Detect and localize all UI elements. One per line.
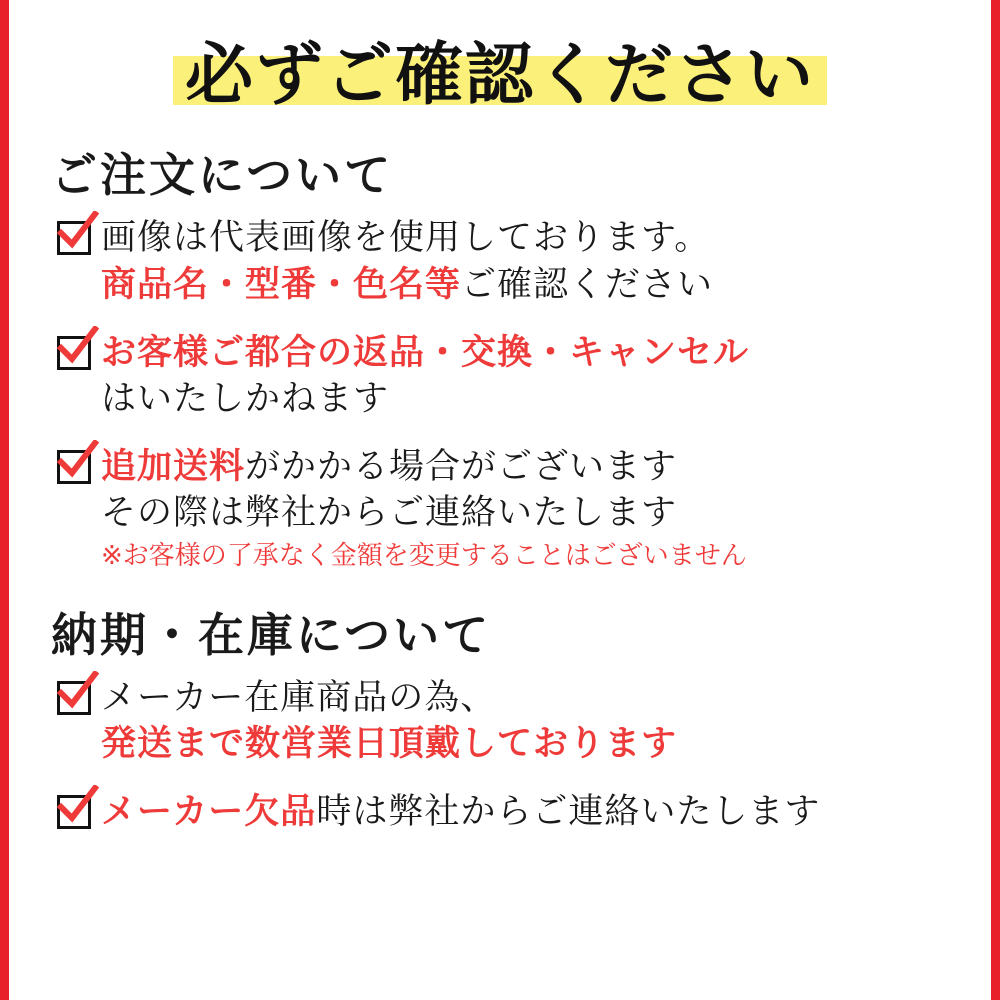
section-heading-order: ご注文について (51, 148, 394, 203)
list-item-lines (101, 789, 957, 835)
list-item (57, 789, 957, 835)
list-line-emphasis: 追加送料 (101, 447, 246, 488)
section-heading-delivery: 納期・在庫について (51, 607, 492, 662)
list-line-tail: 時は弊社からご連絡いたします (316, 792, 821, 833)
list-line-tail: ご確認ください (461, 264, 714, 305)
list-item-lines (101, 675, 957, 767)
list-line-emphasis: 商品名・型番・色名等 (101, 264, 462, 305)
list-line: 画像は代表画像を使用しております。 (101, 218, 711, 259)
list-item-lines (101, 330, 957, 422)
list-line-emphasis: メーカー欠品 (101, 792, 317, 833)
list-item (57, 444, 957, 573)
page-title (173, 38, 827, 113)
list-line (101, 262, 957, 308)
checkbox-checked-icon (57, 681, 91, 715)
list-item (57, 675, 957, 767)
list-item-lines (101, 215, 957, 307)
checkbox-checked-icon (57, 336, 91, 370)
list-line: お客様ご都合の返品・交換・キャンセル (101, 332, 750, 373)
list-line-tail: がかかる場合がございます (245, 447, 678, 488)
title-banner (43, 38, 957, 113)
notice-content (9, 0, 991, 1000)
title-text: 必ずご確認ください (184, 36, 815, 115)
checkbox-checked-icon (57, 221, 91, 255)
list-line (101, 444, 957, 490)
list-line: はいたしかねます (101, 378, 390, 419)
list-line: その際は弊社からご連絡いたします (101, 493, 678, 534)
list-item (57, 215, 957, 307)
list-item-lines (101, 444, 957, 573)
checkbox-checked-icon (57, 795, 91, 829)
list-line: メーカー在庫商品の為、 (101, 677, 497, 718)
list-line-note: ※お客様の了承なく金額を変更することはございません (101, 540, 747, 571)
list-item (57, 330, 957, 422)
list-line (101, 789, 957, 835)
list-line: 発送まで数営業日頂戴しております (101, 724, 678, 765)
checkbox-checked-icon (57, 450, 91, 484)
